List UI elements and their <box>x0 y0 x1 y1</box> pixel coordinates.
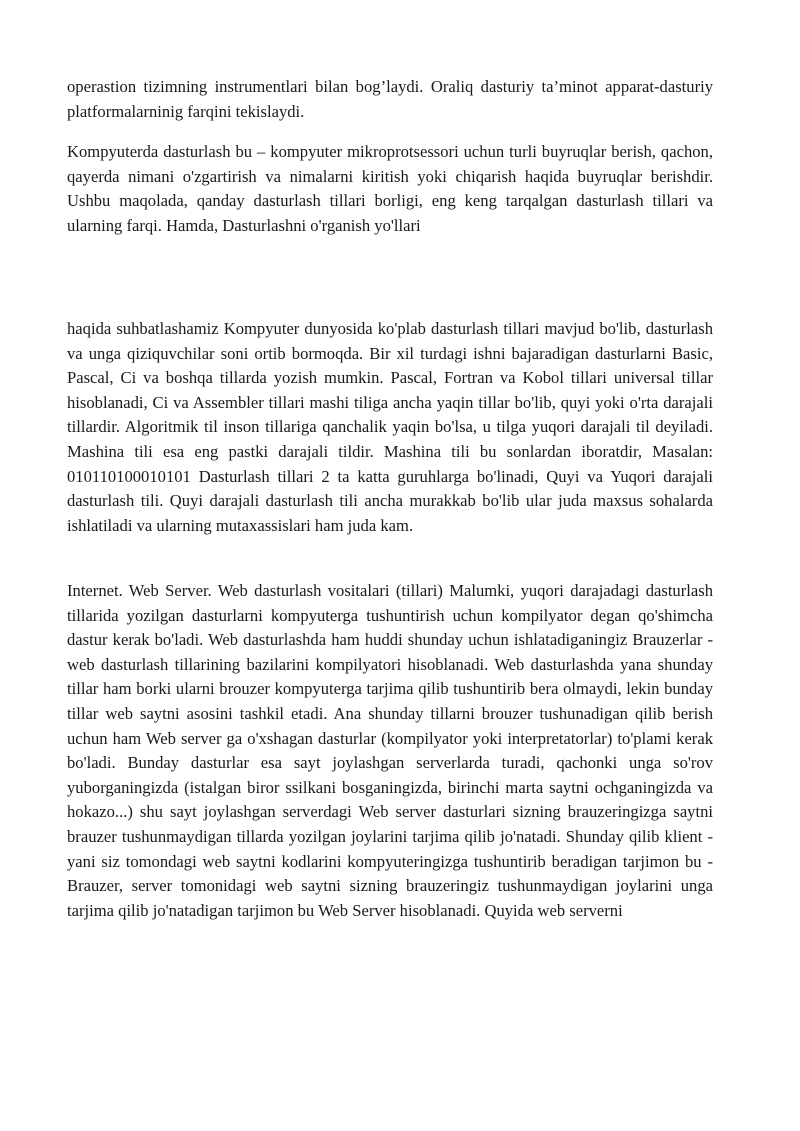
paragraph-web-server: Internet. Web Server. Web dasturlash vositalari (tillari) Malumki, yuqori darajadagi dasturlash tillarida yozilgan dasturlarni kompyuterga tushuntirish uchun kompilyator degan qo'shimcha dastur kerak bo'ladi. Web dasturlashda ham huddi shunday uchun ishlatadiganingiz Brauzerlar - web dasturlash tillarining bazilarini kompilyatori hisoblanadi. Web dasturlashda yana shunday tillar ham borki ularni brouzer kompyuterga tarjima qilib tushuntirib bera olmaydi, lekin bunday tillar web saytni asosini tashkil etadi. Ana shunday tillarni brouzer tushunadigan qilib berish uchun ham Web server ga o'xshagan dasturlar (kompilyator yoki interpretatorlar) to'plami kerak bo'ladi. Bunday dasturlar esa sayt joylashgan serverlarda turadi, qachonki unga so'rov yuborganingizda (istalgan biror ssilkani bosganingizda, birinchi marta saytni ochganingizda va hokazo...) shu sayt joylashgan serverdagi Web server dasturlari sizning brauzeringizga saytni brauzer tushunmaydigan tillarda yozilgan joylarini tarjima qilib jo'natadi. Shunday qilib klient - yani siz tomondagi web saytni kodlarini kompyuteringizga tushuntirib beradigan tarjimon bu - Brauzer, server tomonidagi web saytni sizning brauzeringiz tushunmaydigan joylarini unga tarjima qilib jo'natadigan tarjimon bu Web Server hisoblanadi. Quyida web serverni <box>67 581 713 920</box>
paragraph-programming-languages: haqida suhbatlashamiz Kompyuter dunyosida ko'plab dasturlash tillari mavjud bo'lib, dasturlash va unga qiziquvchilar soni ortib bormoqda. Bir xil turdagi ishni bajaradigan dasturlarni Basic, Pascal, Ci va boshqa tillarda yozish mumkin. Pascal, Fortran va Kobol tillari universal tillar hisoblanadi, Ci va Assembler tillari mashi tiliga ancha yaqin tillar bo'lib, quyi yoki o'rta darajali tillardir. Algoritmik til inson tillariga qanchalik yaqin bo'lsa, u tilga yuqori darajali til deyiladi. Mashina tili esa eng pastki darajali tildir. Mashina tili bu sonlardan iboratdir, Masalan: 010110100010101 Dasturlash tillari 2 ta katta guruhlarga bo'linadi, Quyi va Yuqori darajali dasturlash tili. Quyi darajali dasturlash tili ancha murakkab bo'lib ular juda maxsus sohalarda ishlatiladi va ularning mutaxassislari ham juda kam. <box>67 319 713 535</box>
paragraph-middleware: operastion tizimning instrumentlari bilan bog’laydi. Oraliq dasturiy ta’minot apparat-dasturiy platformalarninig farqini tekislaydi. <box>67 77 713 121</box>
paragraph-programming-intro: Kompyuterda dasturlash bu – kompyuter mikroprotsessori uchun turli buyruqlar berish, qachon, qayerda nimani o'zgartirish va nimalarni kiritish yoki chiqarish haqida buyruqlar berishdir. Ushbu maqolada, qanday dasturlash tillari borligi, eng keng tarqalgan dasturlash tillari va ularning farqi. Hamda, Dasturlashni o'rganish yo'llari <box>67 142 713 235</box>
